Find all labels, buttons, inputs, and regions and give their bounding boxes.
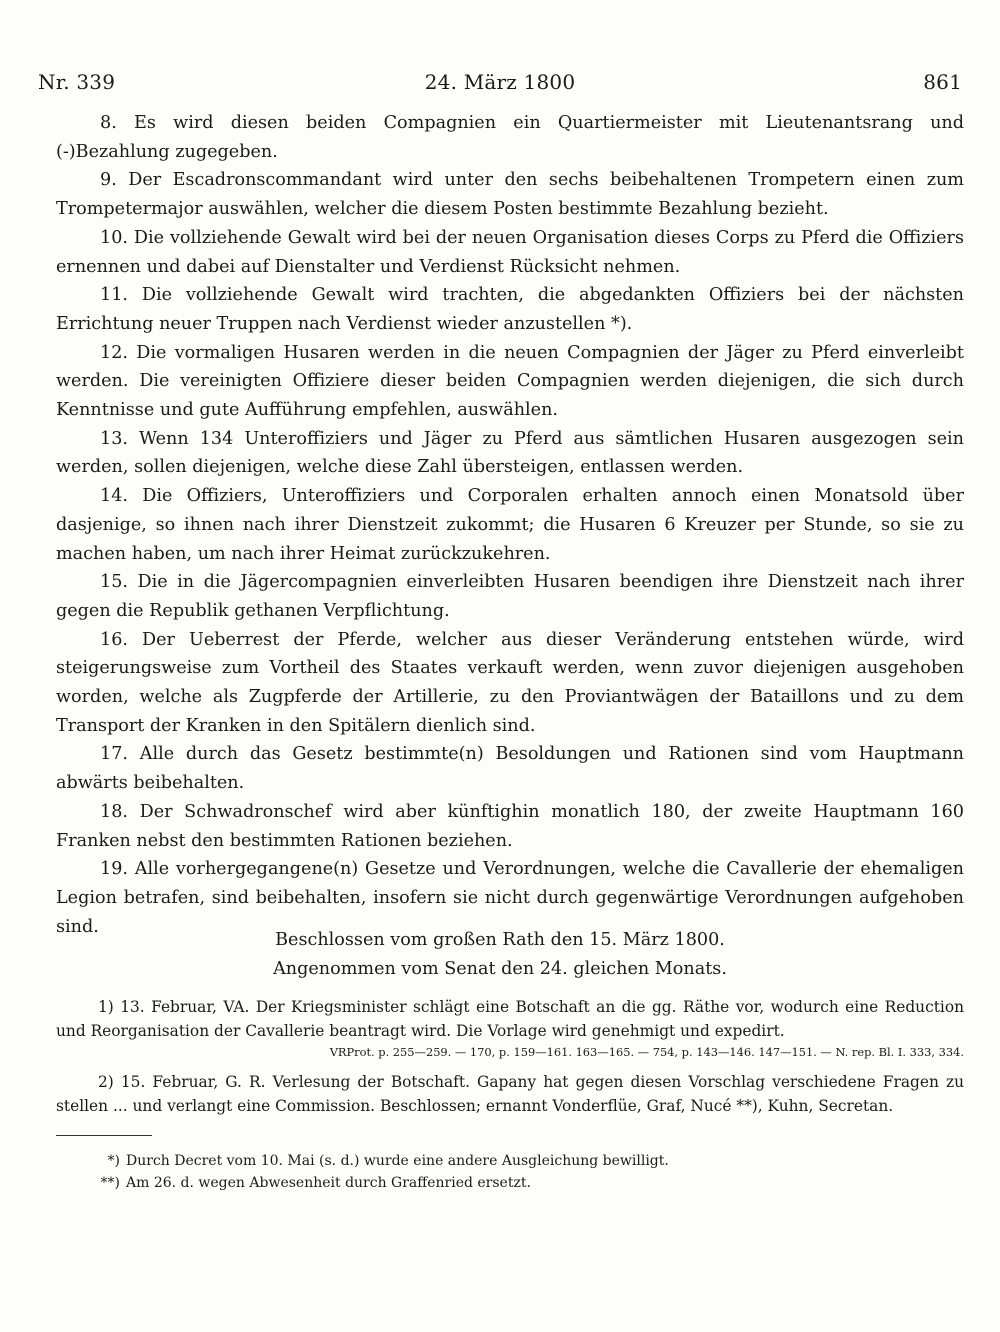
footnote — [86, 1172, 966, 1194]
document-number: Nr. 339 — [38, 70, 116, 94]
acceptance-line: Angenommen vom Senat den 24. gleichen Monats. — [273, 959, 727, 979]
article-14: 14. Die Offiziers, Unteroffiziers und Corporalen erhalten annoch einen Monatsold über dasjenige, so ihnen nach ihrer Dienstzeit zukommt; die Husaren 6 Kreuzer per Stunde, so sie zu machen haben, um nach ihrer Heimat zurückzukehren. — [56, 486, 964, 564]
footnote-mark: **) — [100, 1175, 120, 1191]
page-number: 861 — [923, 70, 962, 94]
article-16: 16. Der Ueberrest der Pferde, welcher aus dieser Veränderung entstehen würde, wird steigerungsweise zum Vortheil des Staates verkauft werden, wenn zuvor diejenigen ausgehoben worden, welche als Zugpferde der Artillerie, zu den Proviantwägen der Bataillons und zu dem Transport der Kranken in den Spitälern dienlich sind. — [56, 629, 964, 736]
footnotes — [86, 1150, 966, 1194]
footnote-mark: *) — [107, 1153, 120, 1169]
resolution-line: Beschlossen vom großen Rath den 15. März 1800. — [275, 930, 725, 950]
article-15: 15. Die in die Jägercompagnien einverleibten Husaren beendigen ihre Dienstzeit nach ihrer gegen die Republik gethanen Verpflichtung. — [56, 572, 964, 621]
note-1 — [56, 995, 964, 1061]
article-17: 17. Alle durch das Gesetz bestimmte(n) Besoldungen und Rationen sind vom Hauptmann abwärts beibehalten. — [56, 744, 964, 794]
article-10: 10. Die vollziehende Gewalt wird bei der neuen Organisation dieses Corps zu Pferd die Offiziers ernennen und dabei auf Dienstalter und Verdienst Rücksicht nehmen. — [56, 227, 964, 277]
footnote-divider — [56, 1135, 152, 1136]
article-9: 9. Der Escadronscommandant wird unter den sechs beibehaltenen Trompetern einen zum Trompetermajor auswählen, welcher die diesem Posten bestimmte Bezahlung bezieht. — [56, 170, 964, 220]
note-2-text: 2) 15. Februar, G. R. Verlesung der Botschaft. Gapany hat gegen diesen Vorschlag verschiedene Fragen zu stellen ... und verlangt eine Commission. Beschlossen; ernannt Vonderflüe, Graf, Nucé **), Kuhn, Secretan. — [56, 1073, 964, 1115]
footnote — [86, 1150, 966, 1172]
article-13: 13. Wenn 134 Unteroffiziers und Jäger zu Pferd aus sämtlichen Husaren ausgezogen sein werden, sollen diejenigen, welche diese Zahl übersteigen, entlassen werden. — [56, 428, 964, 478]
article-18: 18. Der Schwadronschef wird aber künftighin monatlich 180, der zweite Hauptmann 160 Franken nebst den bestimmten Rationen beziehen. — [56, 801, 964, 851]
note-1-text: 1) 13. Februar, VA. Der Kriegsminister schlägt eine Botschaft an die gg. Räthe vor, wodurch eine Reduction und Reorganisation der Cavallerie beantragt wird. Die Vorlage wird genehmigt und expedirt. — [56, 998, 964, 1040]
footnote-text: Am 26. d. wegen Abwesenheit durch Graffenried ersetzt. — [126, 1175, 531, 1191]
footnote-text: Durch Decret vom 10. Mai (s. d.) wurde eine andere Ausgleichung bewilligt. — [126, 1153, 669, 1169]
article-19: 19. Alle vorhergegangene(n) Gesetze und Verordnungen, welche die Cavallerie der ehemaligen Legion betrafen, sind beibehalten, insofern sie nicht durch gegenwärtige Verordnungen aufgehoben sind. — [56, 859, 964, 937]
article-12: 12. Die vormaligen Husaren werden in die neuen Compagnien der Jäger zu Pferd einverleibt werden. Die vereinigten Offiziere dieser beiden Compagnien werden diejenigen, die sich durch Kenntnisse und gute Aufführung empfehlen, auswählen. — [56, 342, 964, 421]
main-text — [56, 109, 964, 941]
article-11: 11. Die vollziehende Gewalt wird trachten, die abgedankten Offiziers bei der nächsten Errichtung neuer Truppen nach Verdienst wieder anzustellen *). — [56, 285, 964, 334]
document-date: 24. März 1800 — [424, 70, 576, 94]
note-2 — [56, 1070, 964, 1118]
note-1-references: VRProt. p. 255—259. — 170, p. 159—161. 163—165. — 754, p. 143—146. 147—151. — N. rep. Bl. I. 333, 334. — [329, 1045, 964, 1059]
article-8: 8. Es wird diesen beiden Compagnien ein Quartiermeister mit Lieutenantsrang und (-)Bezahlung zugegeben. — [56, 113, 964, 162]
